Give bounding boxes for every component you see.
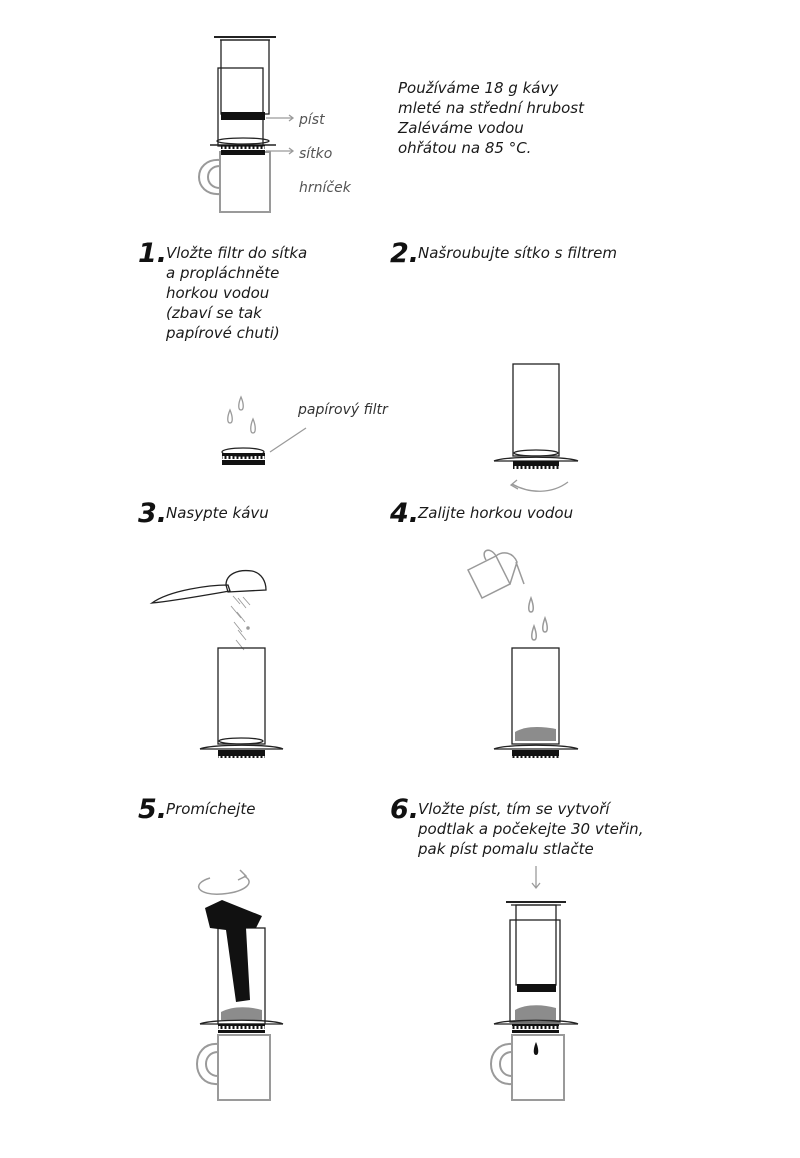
step-6-number: 6. [390, 794, 420, 825]
step-3-number: 3. [138, 498, 168, 529]
step-4-illustration [468, 550, 547, 640]
scoop-cup [226, 571, 266, 592]
aeropress-overview [199, 37, 293, 212]
water-drop-icon [228, 410, 233, 423]
label-plunger: píst [299, 112, 325, 128]
step-6-text: Vložte píst, tím se vytvoří podtlak a počekejte 30 vteřin, pak píst pomalu stlačte [418, 800, 644, 858]
step-5-number: 5. [138, 794, 168, 825]
rotate-arrow-icon [512, 482, 568, 491]
mug-handle [199, 160, 220, 194]
step-3-illustration [152, 571, 283, 758]
label-filter-cap: sítko [299, 146, 333, 162]
water-drop-icon [543, 618, 548, 632]
rubber-seal [221, 112, 265, 120]
coffee-grounds [515, 727, 556, 741]
water-drop-icon [532, 626, 537, 640]
step-4-text: Zalijte horkou vodou [418, 504, 574, 522]
step-2-illustration [494, 364, 578, 491]
step-5-illustration [197, 870, 283, 1100]
plunger-tube [221, 40, 269, 114]
scoop-handle [152, 585, 230, 603]
step-3-text: Nasypte kávu [166, 504, 269, 522]
mug-body [220, 152, 270, 212]
water-drop-icon [239, 397, 244, 410]
water-drop-icon [529, 598, 534, 612]
label-paper-filter: papírový filtr [298, 402, 388, 418]
pitcher-icon [468, 556, 510, 598]
step-1-illustration [222, 397, 306, 465]
step-5-text: Promíchejte [166, 800, 256, 818]
step-6-illustration [491, 866, 578, 1100]
water-drop-icon [251, 419, 256, 433]
step-4-number: 4. [390, 498, 420, 529]
step-1-text: Vložte filtr do sítka a propláchněte horkou vodou (zbaví se tak papírové chuti) [166, 244, 308, 342]
chamber [218, 68, 263, 146]
step-1-number: 1. [138, 238, 168, 269]
filter-cap [221, 145, 265, 155]
coffee-drop-icon [534, 1042, 539, 1055]
label-mug: hrníček [299, 180, 351, 196]
step-2-number: 2. [390, 238, 420, 269]
intro-text: Používáme 18 g kávy mleté na střední hrubost Zaléváme vodou ohřátou na 85 °C. [398, 79, 584, 157]
filter-cap [222, 453, 265, 465]
step-2-text: Našroubujte sítko s filtrem [418, 244, 617, 262]
paddle [205, 900, 262, 1002]
